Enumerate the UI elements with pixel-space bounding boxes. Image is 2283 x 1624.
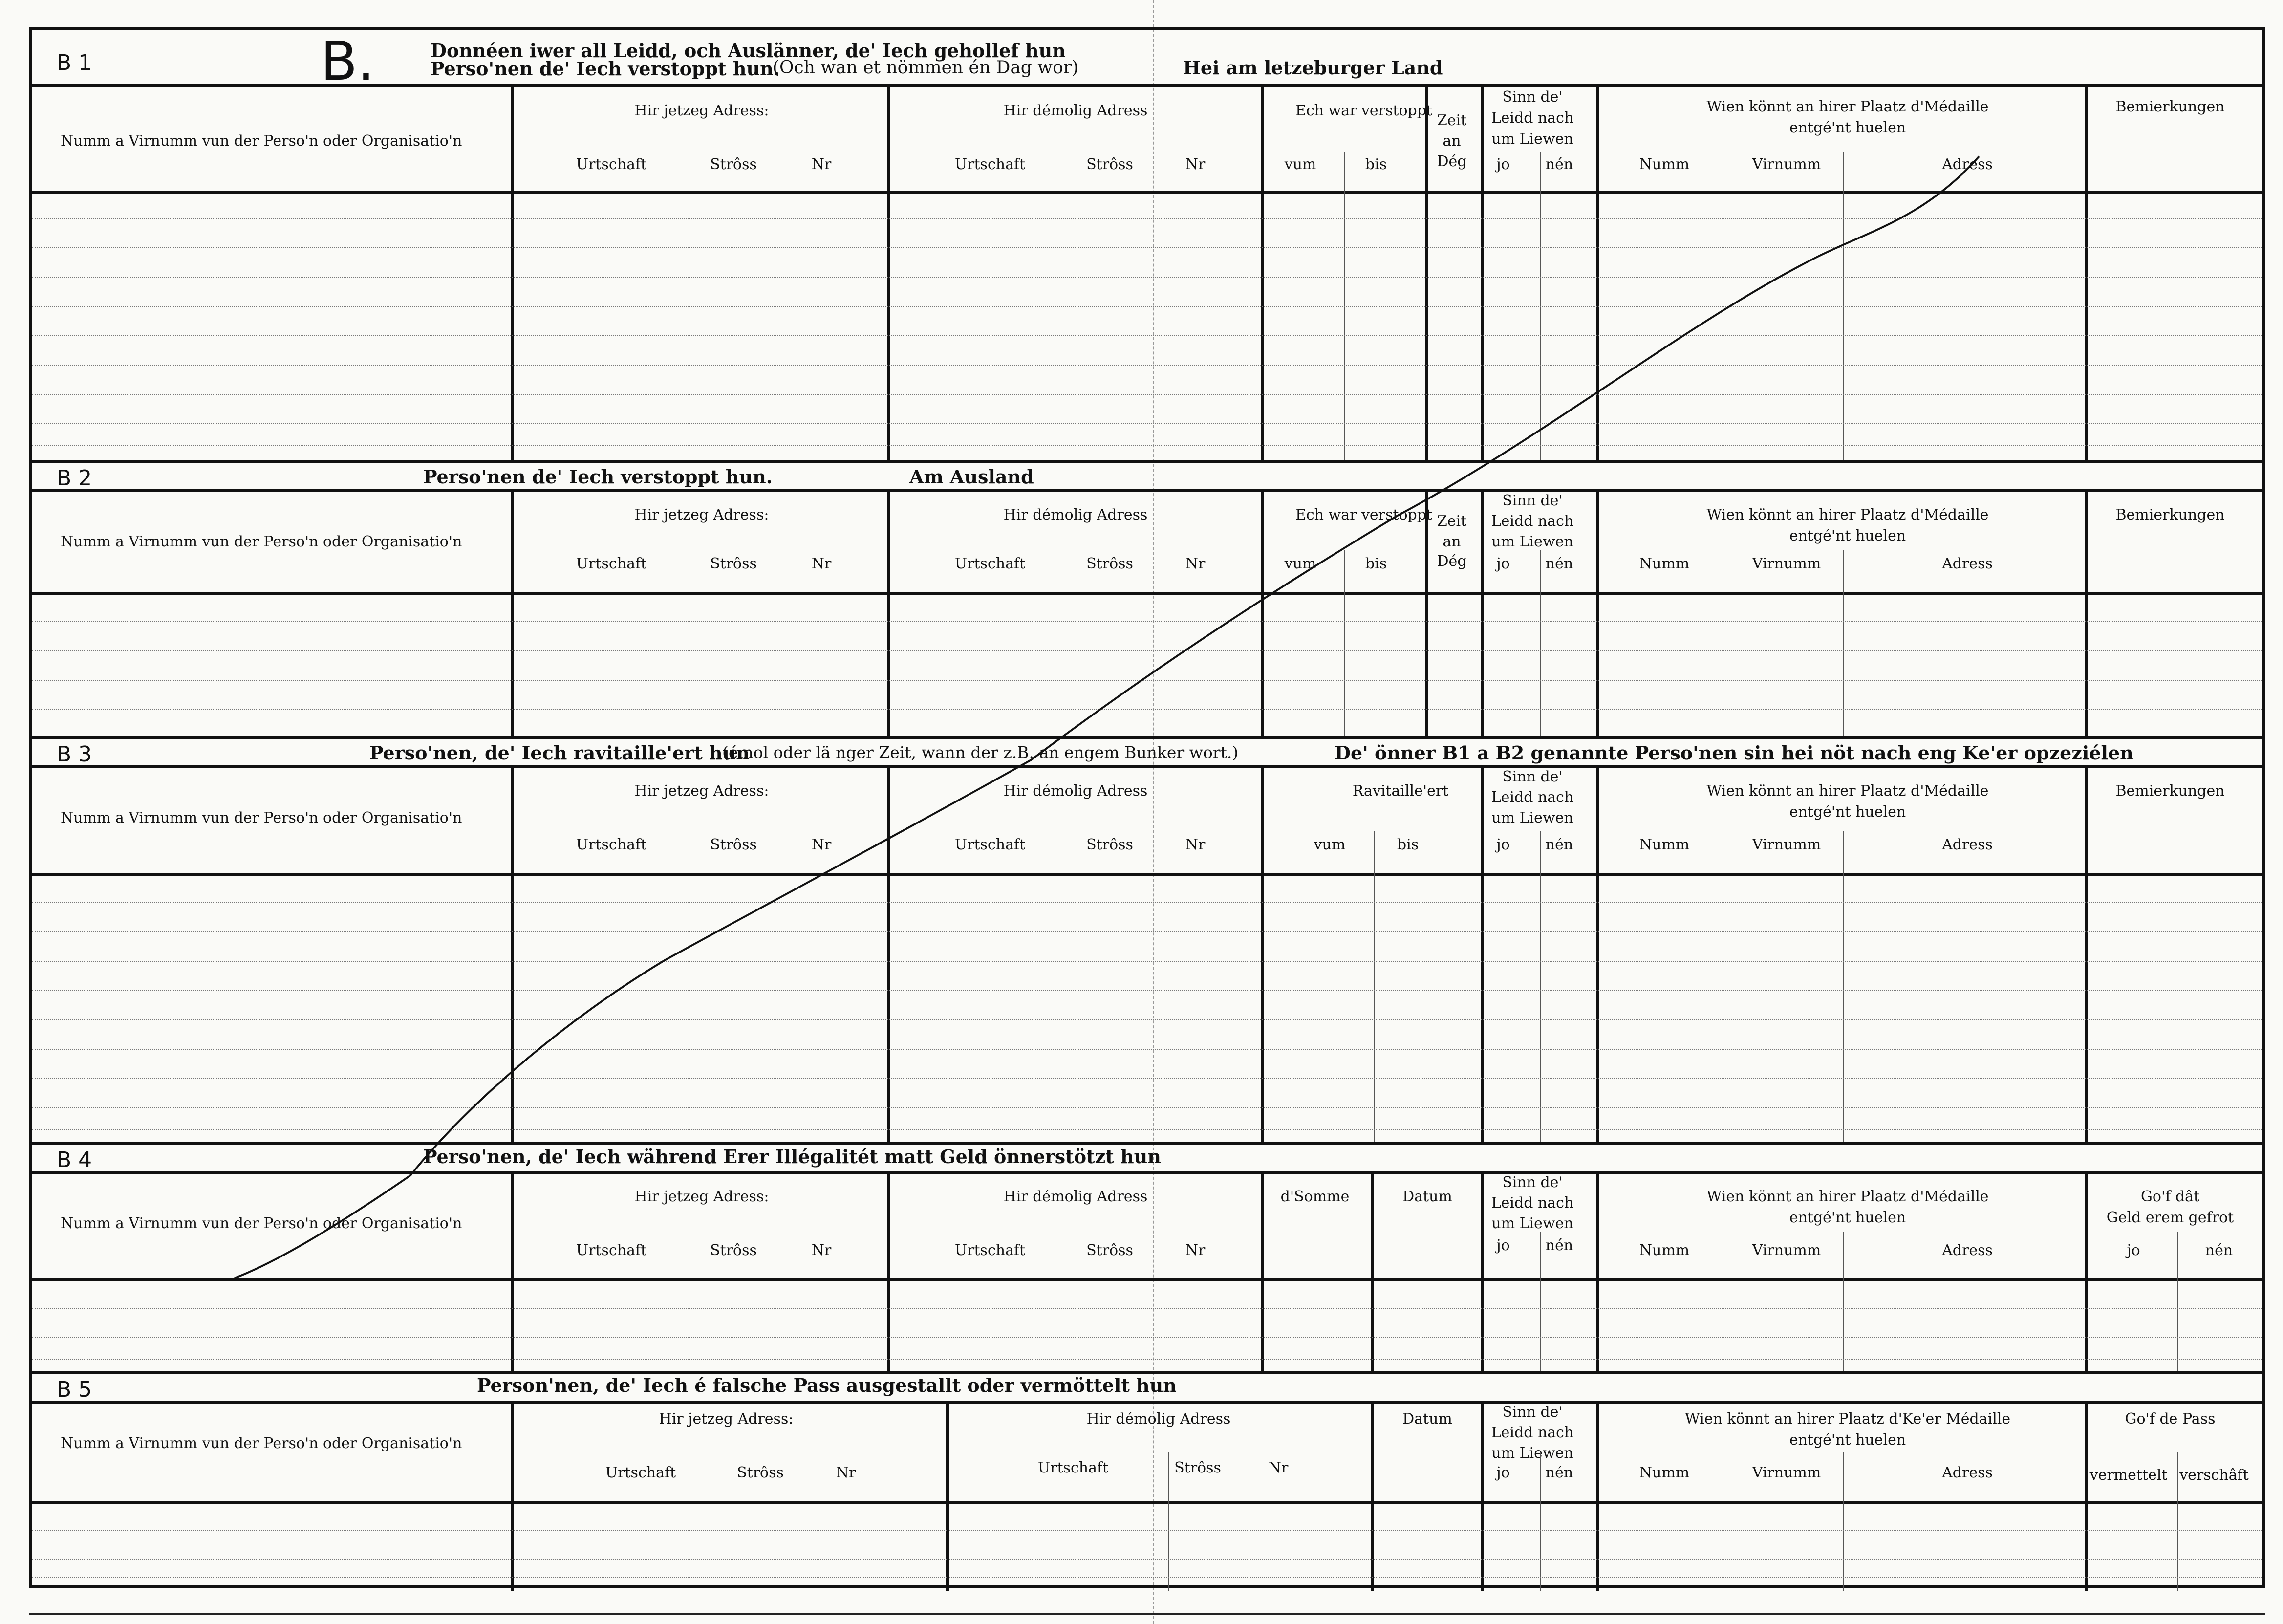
section-title: Perso'nen, de' Iech während Erer Illégalitét matt Geld önnerstötzt hun bbox=[423, 1146, 1161, 1168]
col-firstname: Virnumm bbox=[1752, 836, 1821, 853]
section-b1 bbox=[32, 30, 2262, 460]
col-remarks: Bemierkungen bbox=[2115, 782, 2225, 800]
col-current-address: Hir jetzeg Adress: bbox=[634, 1188, 769, 1205]
col-nr: Nr bbox=[1185, 156, 1206, 173]
form-letter: B. bbox=[321, 30, 375, 92]
col-former-address: Hir démolig Adress bbox=[1003, 102, 1148, 119]
col-medal: Wien könnt an hirer Plaatz d'Médaille bbox=[1706, 1188, 1989, 1205]
col-nr: Nr bbox=[1185, 1242, 1206, 1259]
bottom-rule bbox=[29, 1613, 2265, 1615]
col-street: Strôss bbox=[710, 156, 757, 173]
col-time: Zeit bbox=[1437, 112, 1467, 129]
section-title-2: Perso'nen de' Iech verstoppt hun. bbox=[431, 58, 780, 80]
col-former-address: Hir démolig Adress bbox=[1003, 506, 1148, 523]
section-note-2: De' önner B1 a B2 genannte Perso'nen sin hei nöt nach eng Ke'er opzeziélen bbox=[1335, 742, 2133, 764]
col-nr: Nr bbox=[1185, 836, 1206, 853]
col-date: Datum bbox=[1402, 1188, 1452, 1205]
col-alive-2: Leidd nach bbox=[1491, 1194, 1574, 1212]
col-no: nén bbox=[1545, 555, 1573, 572]
col-name: Numm a Virnumm vun der Perso'n oder Organisatio'n bbox=[61, 132, 462, 150]
col-to: bis bbox=[1365, 156, 1387, 173]
section-title: Donnéen iwer all Leidd, och Auslänner, de' Iech gehollef hun bbox=[431, 40, 1066, 62]
col-medal-2: entgé'nt huelen bbox=[1789, 119, 1906, 136]
col-name: Numm a Virnumm vun der Perso'n oder Organisatio'n bbox=[61, 1215, 462, 1232]
col-nr: Nr bbox=[811, 156, 832, 173]
col-time: Zeit bbox=[1437, 513, 1467, 530]
col-town: Urtschaft bbox=[1037, 1459, 1109, 1476]
section-code: B 4 bbox=[57, 1148, 92, 1172]
col-medal: Wien könnt an hirer Plaatz d'Médaille bbox=[1706, 98, 1989, 115]
col-street: Strôss bbox=[1086, 555, 1133, 572]
col-alive-1: Sinn de' bbox=[1502, 1404, 1563, 1421]
col-name: Numm a Virnumm vun der Perso'n oder Organisatio'n bbox=[61, 809, 462, 826]
col-current-address: Hir jetzeg Adress: bbox=[634, 782, 769, 800]
col-town: Urtschaft bbox=[576, 836, 647, 853]
col-surname: Numm bbox=[1639, 1464, 1690, 1481]
col-nr: Nr bbox=[811, 555, 832, 572]
col-town: Urtschaft bbox=[954, 836, 1026, 853]
col-pass: Go'f de Pass bbox=[2125, 1410, 2216, 1428]
section-title: Person'nen, de' Iech é falsche Pass ausgestallt oder vermöttelt hun bbox=[477, 1374, 1177, 1396]
col-town: Urtschaft bbox=[954, 1242, 1026, 1259]
col-yes: jo bbox=[1496, 156, 1510, 173]
col-to: bis bbox=[1365, 555, 1387, 572]
col-yes: jo bbox=[2127, 1242, 2140, 1259]
col-time-3: Dég bbox=[1437, 553, 1467, 570]
col-street: Strôss bbox=[737, 1464, 784, 1481]
col-town: Urtschaft bbox=[605, 1464, 676, 1481]
col-town: Urtschaft bbox=[576, 555, 647, 572]
col-street: Strôss bbox=[1086, 156, 1133, 173]
col-alive-2: Leidd nach bbox=[1491, 789, 1574, 806]
col-street: Strôss bbox=[710, 836, 757, 853]
col-alive-1: Sinn de' bbox=[1502, 492, 1563, 509]
col-surname: Numm bbox=[1639, 555, 1690, 572]
col-current-address: Hir jetzeg Adress: bbox=[634, 102, 769, 119]
col-time-2: an bbox=[1443, 533, 1461, 550]
col-street: Strôss bbox=[1086, 836, 1133, 853]
col-former-address: Hir démolig Adress bbox=[1086, 1410, 1231, 1428]
col-town: Urtschaft bbox=[576, 1242, 647, 1259]
col-street: Strôss bbox=[1086, 1242, 1133, 1259]
col-time-3: Dég bbox=[1437, 153, 1467, 170]
col-name: Numm a Virnumm vun der Perso'n oder Organisatio'n bbox=[61, 533, 462, 550]
form-sheet bbox=[29, 27, 2265, 1588]
col-address: Adress bbox=[1942, 555, 1993, 572]
section-note: (Och wan et nömmen én Dag wor) bbox=[773, 58, 1079, 78]
col-address: Adress bbox=[1942, 156, 1993, 173]
col-surname: Numm bbox=[1639, 156, 1690, 173]
col-remarks: Bemierkungen bbox=[2115, 98, 2225, 115]
col-medal-2: entgé'nt huelen bbox=[1789, 1431, 1906, 1449]
section-title: Perso'nen, de' Iech ravitaille'ert hun bbox=[369, 742, 750, 764]
col-street: Strôss bbox=[710, 555, 757, 572]
section-place: Am Ausland bbox=[909, 466, 1034, 488]
section-code: B 3 bbox=[57, 742, 92, 767]
section-code: B 5 bbox=[57, 1377, 92, 1402]
col-name: Numm a Virnumm vun der Perso'n oder Organisatio'n bbox=[61, 1435, 462, 1452]
col-street: Strôss bbox=[1174, 1459, 1221, 1476]
col-current-address: Hir jetzeg Adress: bbox=[634, 506, 769, 523]
col-former-address: Hir démolig Adress bbox=[1003, 782, 1148, 800]
col-medal: Wien könnt an hirer Plaatz d'Ke'er Médaille bbox=[1684, 1410, 2011, 1428]
section-code: B 1 bbox=[57, 50, 92, 75]
col-yes: jo bbox=[1496, 836, 1510, 853]
col-yes: jo bbox=[1496, 555, 1510, 572]
col-street: Strôss bbox=[710, 1242, 757, 1259]
col-town: Urtschaft bbox=[954, 555, 1026, 572]
col-no: nén bbox=[1545, 156, 1573, 173]
col-surname: Numm bbox=[1639, 1242, 1690, 1259]
col-alive-2: Leidd nach bbox=[1491, 109, 1574, 127]
col-alive-1: Sinn de' bbox=[1502, 88, 1563, 106]
section-b3 bbox=[32, 736, 2262, 1142]
col-medal-2: entgé'nt huelen bbox=[1789, 1209, 1906, 1226]
col-alive-2: Leidd nach bbox=[1491, 513, 1574, 530]
section-b2 bbox=[32, 460, 2262, 736]
col-firstname: Virnumm bbox=[1752, 1242, 1821, 1259]
col-nr: Nr bbox=[1268, 1459, 1289, 1476]
col-date: Datum bbox=[1402, 1410, 1452, 1428]
col-from: vum bbox=[1314, 836, 1346, 853]
col-from: vum bbox=[1284, 555, 1316, 572]
col-hidden: Ech war verstoppt bbox=[1295, 506, 1433, 523]
col-medal-2: entgé'nt huelen bbox=[1789, 803, 1906, 821]
col-alive-3: um Liewen bbox=[1491, 533, 1573, 550]
col-alive-3: um Liewen bbox=[1491, 1445, 1573, 1462]
col-yes: jo bbox=[1496, 1464, 1510, 1481]
col-supplied: Ravitaille'ert bbox=[1352, 782, 1449, 800]
col-address: Adress bbox=[1942, 836, 1993, 853]
col-procured: verschâft bbox=[2179, 1467, 2249, 1484]
col-medal: Wien könnt an hirer Plaatz d'Médaille bbox=[1706, 506, 1989, 523]
col-alive-2: Leidd nach bbox=[1491, 1424, 1574, 1441]
col-alive-3: um Liewen bbox=[1491, 809, 1573, 826]
col-no: nén bbox=[1545, 1464, 1573, 1481]
col-money-2: Geld erem gefrot bbox=[2106, 1209, 2234, 1226]
section-b5 bbox=[32, 1371, 2262, 1591]
col-alive-1: Sinn de' bbox=[1502, 768, 1563, 785]
col-current-address: Hir jetzeg Adress: bbox=[659, 1410, 794, 1428]
col-no: nén bbox=[1545, 836, 1573, 853]
col-from: vum bbox=[1284, 156, 1316, 173]
col-town: Urtschaft bbox=[576, 156, 647, 173]
col-no: nén bbox=[1545, 1237, 1573, 1254]
col-firstname: Virnumm bbox=[1752, 1464, 1821, 1481]
col-town: Urtschaft bbox=[954, 156, 1026, 173]
col-alive-1: Sinn de' bbox=[1502, 1174, 1563, 1191]
col-money-1: Go'f dât bbox=[2140, 1188, 2200, 1205]
col-address: Adress bbox=[1942, 1242, 1993, 1259]
col-former-address: Hir démolig Adress bbox=[1003, 1188, 1148, 1205]
col-firstname: Virnumm bbox=[1752, 156, 1821, 173]
section-note: (émol oder lä nger Zeit, wann der z.B. an engem Bunker wort.) bbox=[722, 743, 1239, 762]
col-medal: Wien könnt an hirer Plaatz d'Médaille bbox=[1706, 782, 1989, 800]
col-time-2: an bbox=[1443, 132, 1461, 150]
col-medal-2: entgé'nt huelen bbox=[1789, 527, 1906, 544]
col-nr: Nr bbox=[811, 836, 832, 853]
col-hidden: Ech war verstoppt bbox=[1295, 102, 1433, 119]
col-yes: jo bbox=[1496, 1237, 1510, 1254]
col-mediated: vermettelt bbox=[2089, 1467, 2168, 1484]
section-title: Perso'nen de' Iech verstoppt hun. bbox=[423, 466, 773, 488]
section-place: Hei am letzeburger Land bbox=[1183, 57, 1443, 79]
section-b4 bbox=[32, 1142, 2262, 1371]
col-no: nén bbox=[2205, 1242, 2233, 1259]
col-sum: d'Somme bbox=[1280, 1188, 1350, 1205]
col-alive-3: um Liewen bbox=[1491, 1215, 1573, 1232]
col-address: Adress bbox=[1942, 1464, 1993, 1481]
col-firstname: Virnumm bbox=[1752, 555, 1821, 572]
col-nr: Nr bbox=[811, 1242, 832, 1259]
col-alive-3: um Liewen bbox=[1491, 130, 1573, 148]
col-remarks: Bemierkungen bbox=[2115, 506, 2225, 523]
col-nr: Nr bbox=[1185, 555, 1206, 572]
col-to: bis bbox=[1397, 836, 1419, 853]
col-nr: Nr bbox=[836, 1464, 856, 1481]
section-code: B 2 bbox=[57, 466, 92, 491]
col-surname: Numm bbox=[1639, 836, 1690, 853]
